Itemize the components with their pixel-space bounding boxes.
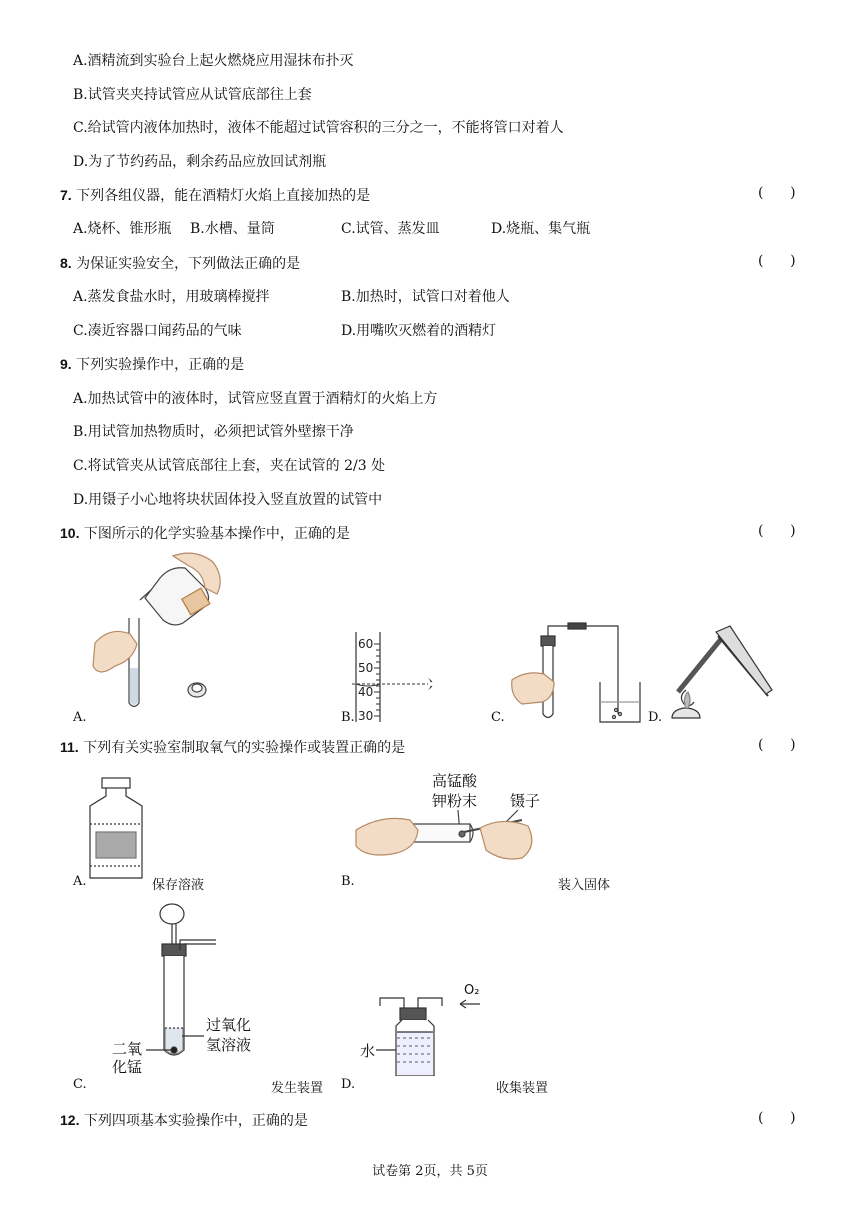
q6-option-b: B.试管夹夹持试管应从试管底部往上套: [73, 87, 312, 103]
q10-label-c: C.: [491, 710, 505, 725]
fig-b-text-3: 镊子: [510, 792, 541, 810]
q10-figure-d-heating: [668, 618, 778, 726]
fig-c-text-2: 氢溶液: [206, 1036, 252, 1054]
question-number: 12.: [60, 1112, 80, 1128]
q11-caption-c: 发生装置: [271, 1081, 324, 1096]
cylinder-tick-30: 30: [358, 709, 374, 722]
cylinder-tick-40: 40: [358, 685, 374, 699]
answer-paren: ( ): [758, 185, 796, 201]
fig-c-text-4: 化锰: [112, 1058, 143, 1076]
q6-option-d: D.为了节约药品，剩余药品应放回试剂瓶: [73, 154, 327, 170]
q10-figure-c-airtightness: [508, 622, 648, 724]
answer-paren: ( ): [758, 523, 796, 539]
q10-label-b: B.: [341, 710, 355, 725]
question-number: 10.: [60, 525, 80, 541]
question-9: [60, 354, 244, 374]
q11-figure-c-generator: [106, 900, 286, 1076]
q11-figure-a-bottle: [86, 776, 146, 880]
q10-figure-a-pouring: [85, 548, 225, 713]
question-stem: 下列有关实验室制取氧气的实验操作或装置正确的是: [83, 740, 406, 756]
q9-option-d: D.用镊子小心地将块状固体投入竖直放置的试管中: [73, 492, 383, 508]
q11-label-d: D.: [341, 1077, 356, 1092]
question-stem: 下列四项基本实验操作中，正确的是: [83, 1113, 308, 1129]
answer-paren: ( ): [758, 737, 796, 753]
q8-option-c: C.凑近容器口闻药品的气味: [73, 323, 242, 339]
answer-paren: ( ): [758, 1110, 796, 1126]
question-number: 11.: [60, 739, 79, 755]
question-stem: 为保证实验安全，下列做法正确的是: [76, 256, 301, 272]
q9-option-b: B.用试管加热物质时，必须把试管外壁擦干净: [73, 424, 354, 440]
q9-option-a: A.加热试管中的液体时，试管应竖直置于酒精灯的火焰上方: [73, 391, 438, 407]
question-8: [60, 253, 300, 273]
q11-figure-b-loading: [352, 770, 552, 880]
q7-option-d: D.烧瓶、集气瓶: [491, 221, 591, 237]
q8-option-d: D.用嘴吹灭燃着的酒精灯: [341, 323, 497, 339]
fig-c-text-1: 过氧化: [206, 1016, 252, 1034]
question-stem: 下列各组仪器，能在酒精灯火焰上直接加热的是: [76, 188, 371, 204]
question-10: [60, 523, 350, 543]
question-7: [60, 185, 370, 205]
q6-option-c: C.给试管内液体加热时，液体不能超过试管容积的三分之一，不能将管口对着人: [73, 120, 564, 136]
fig-d-text-2: 水: [360, 1042, 376, 1060]
q11-label-c: C.: [73, 1077, 87, 1092]
fig-b-text-1: 高锰酸: [432, 772, 478, 790]
fig-d-text-1: O₂: [464, 983, 480, 998]
q10-label-d: D.: [648, 710, 663, 725]
q11-label-a: A.: [73, 874, 87, 889]
question-11: [60, 737, 405, 757]
q7-option-a: A.烧杯、锥形瓶: [73, 221, 172, 237]
q11-label-b: B.: [341, 874, 355, 889]
cylinder-tick-50: 50: [358, 661, 374, 675]
q10-figure-b-cylinder: [352, 630, 452, 722]
q11-caption-d: 收集装置: [496, 1081, 549, 1096]
q10-label-a: A.: [73, 710, 87, 725]
q7-option-b: B.水槽、量筒: [190, 221, 275, 237]
fig-b-text-2: 钾粉末: [432, 792, 478, 810]
question-stem: 下列实验操作中，正确的是: [76, 357, 245, 373]
q11-figure-d-collector: [356, 976, 496, 1076]
q7-option-c: C.试管、蒸发皿: [341, 221, 440, 237]
question-stem: 下图所示的化学实验基本操作中，正确的是: [83, 526, 350, 542]
question-number: 9.: [60, 356, 72, 372]
page-footer: 试卷第 2页，共 5页: [372, 1164, 488, 1179]
q11-caption-b: 装入固体: [558, 878, 611, 893]
question-number: 8.: [60, 255, 72, 271]
cylinder-tick-60: 60: [358, 637, 374, 651]
q8-option-b: B.加热时，试管口对着他人: [341, 289, 510, 305]
question-number: 7.: [60, 187, 72, 203]
q8-option-a: A.蒸发食盐水时，用玻璃棒搅拌: [73, 289, 270, 305]
q6-option-a: A.酒精流到实验台上起火燃烧应用湿抹布扑灭: [73, 53, 354, 69]
q9-option-c: C.将试管夹从试管底部往上套，夹在试管的 2/3 处: [73, 458, 386, 474]
fig-c-text-3: 二氧: [112, 1040, 143, 1058]
q11-caption-a: 保存溶液: [152, 878, 205, 893]
question-12: [60, 1110, 308, 1130]
answer-paren: ( ): [758, 253, 796, 269]
